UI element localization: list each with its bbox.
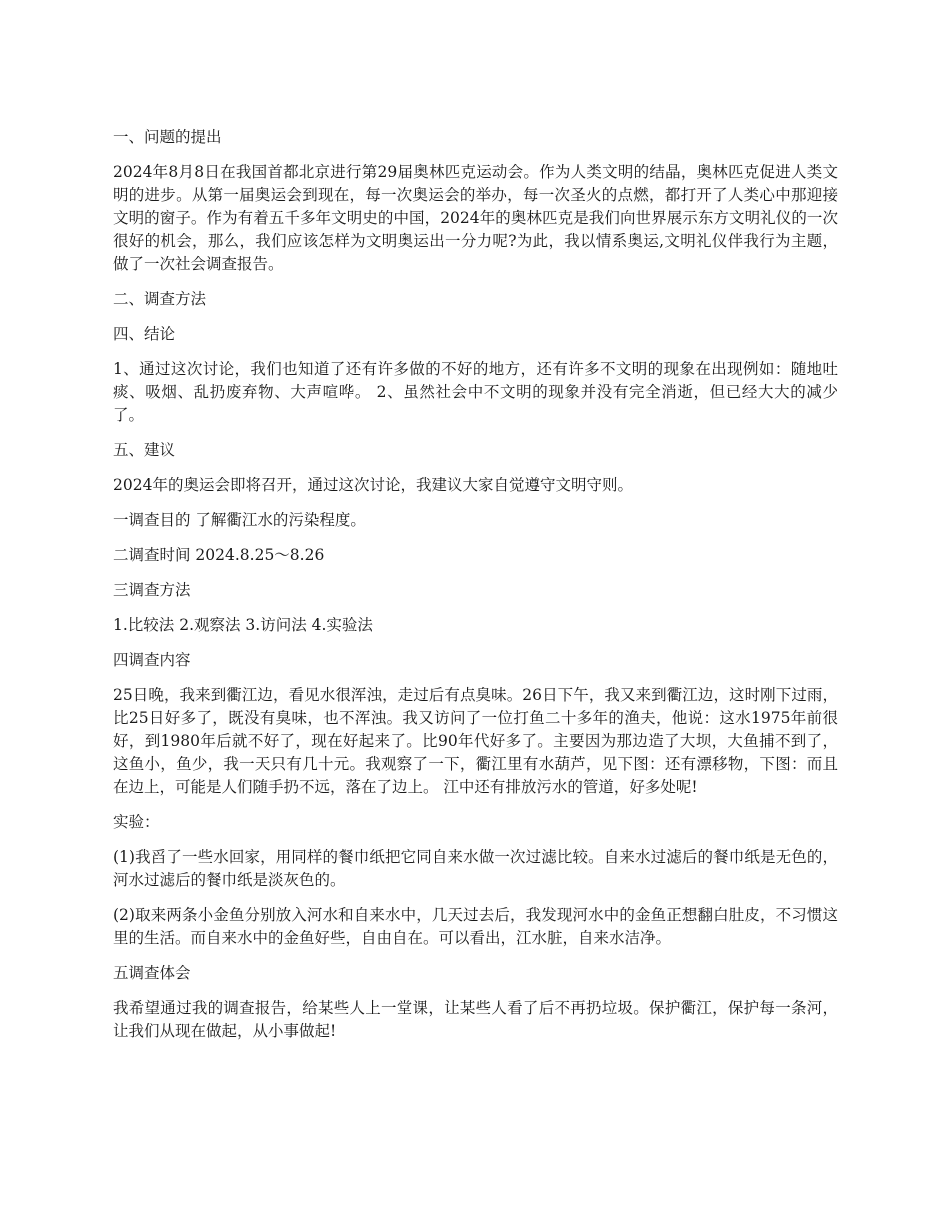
paragraph-survey-time: 二调查时间 2024.8.25～8.26 [113,546,325,564]
paragraph-method-list: 1.比较法 2.观察法 3.访问法 4.实验法 [113,616,373,634]
paragraph-experiment-1: (1)我舀了一些水回家，用同样的餐巾纸把它同自来水做一次过滤比较。自来水过滤后的餐巾纸是无色的，河水过滤后的餐巾纸是淡灰色的。 [113,848,838,889]
section-heading-problem: 一、问题的提出 [113,128,222,146]
paragraph-suggestion: 2024年的奥运会即将召开，通过这次讨论，我建议大家自觉遵守文明守则。 [113,476,633,494]
document-body [113,126,838,1055]
paragraph-survey-content: 25日晚，我来到衢江边，看见水很浑浊，走过后有点臭味。26日下午，我又来到衢江边，这时刚下过雨，比25日好多了，既没有臭味，也不浑浊。我又访问了一位打鱼二十多年的渔夫，他说：这水1975年前很好，到1980年后就不好了，现在好起来了。比90年代好多了。主要因为那边造了大坝，大鱼捕不到了，这鱼小，鱼少，我一天只有几十元。我观察了一下，衢江里有水葫芦，见下图：还有漂移物，下图：而且在边上，可能是人们随手扔不远，落在了边上。 江中还有排放污水的管道，好多处呢! [113,686,838,796]
section-heading-conclusion: 四、结论 [113,325,176,343]
paragraph-reflection: 我希望通过我的调查报告，给某些人上一堂课，让某些人看了后不再扔垃圾。保护衢江，保护每一条河，让我们从现在做起，从小事做起! [113,999,838,1040]
paragraph-olympics-intro: 2024年8月8日在我国首都北京进行第29届奥林匹克运动会。作为人类文明的结晶，奥林匹克促进人类文明的进步。从第一届奥运会到现在，每一次奥运会的举办，每一次圣火的点燃，都打开了人类心中那迎接文明的窗子。作为有着五千多年文明史的中国，2024年的奥林匹克是我们向世界展示东方文明礼仪的一次很好的机会，那么，我们应该怎样为文明奥运出一分力呢?为此，我以情系奥运,文明礼仪伴我行为主题，做了一次社会调查报告。 [113,163,838,273]
section-heading-experiment: 实验： [113,813,160,831]
section-heading-suggestion: 五、建议 [113,441,176,459]
paragraph-conclusion: 1、通过这次讨论，我们也知道了还有许多做的不好的地方，还有许多不文明的现象在出现例如：随地吐痰、吸烟、乱扔废弃物、大声喧哗。 2、虽然社会中不文明的现象并没有完全消逝，但已经大大的减少了。 [113,360,838,424]
paragraph-experiment-2: (2)取来两条小金鱼分别放入河水和自来水中，几天过去后，我发现河水中的金鱼正想翻白肚皮，不习惯这里的生活。而自来水中的金鱼好些，自由自在。可以看出，江水脏，自来水洁净。 [113,906,838,947]
section-heading-survey-method: 三调查方法 [113,581,191,599]
section-heading-survey-content: 四调查内容 [113,651,191,669]
paragraph-survey-purpose: 一调查目的 了解衢江水的污染程度。 [113,511,366,529]
section-heading-reflection: 五调查体会 [113,964,191,982]
section-heading-method: 二、调查方法 [113,290,207,308]
